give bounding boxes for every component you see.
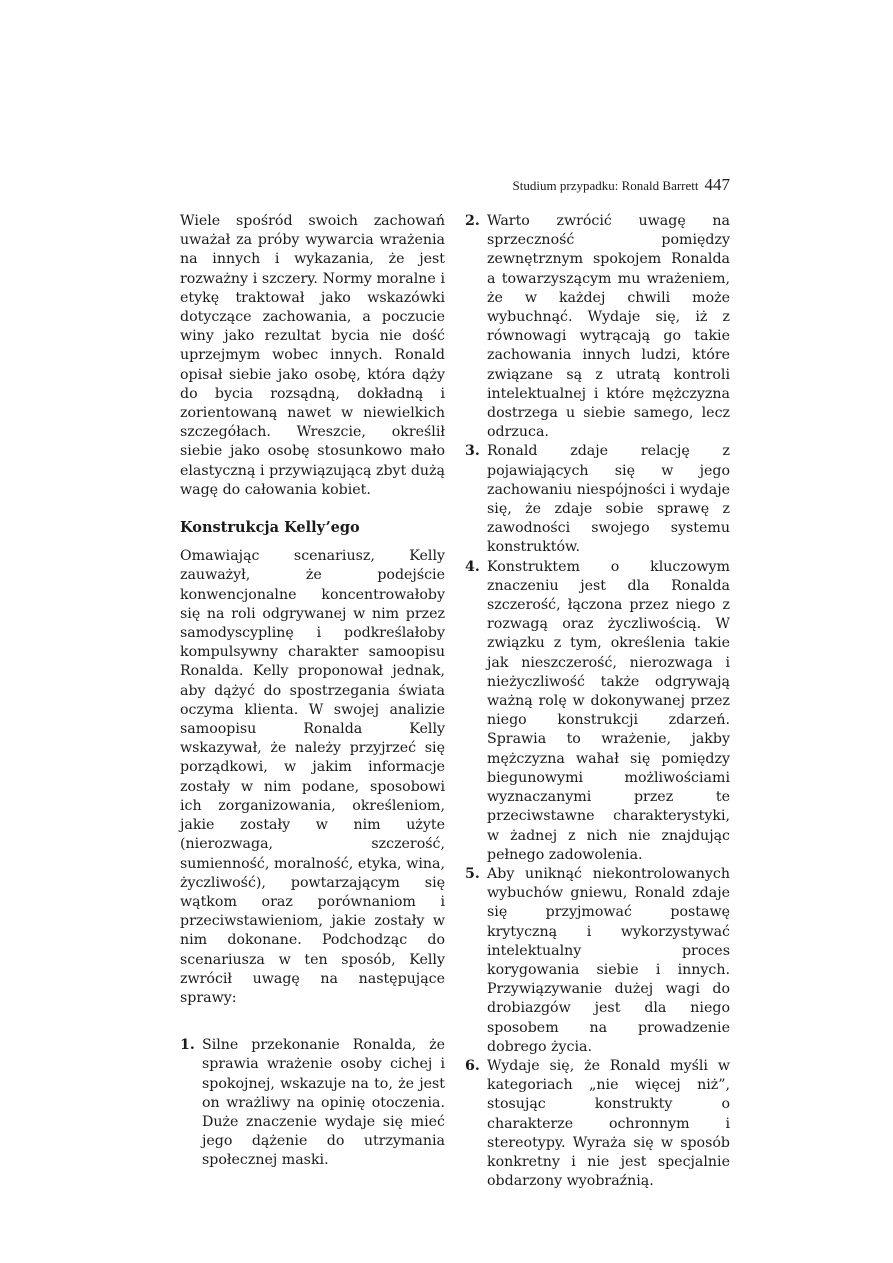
left-column (180, 212, 445, 1171)
list-item-number: 2. (465, 213, 480, 229)
list-item (465, 442, 730, 557)
list-item-number: 4. (465, 558, 480, 575)
running-title: Studium przypadku: Ronald Barrett (512, 178, 699, 193)
section-heading: Konstrukcja Kelly’ego (180, 519, 360, 537)
body-paragraph: Wiele spośród swoich zachowań uważał za próby wywarcia wrażenia na innych i wykazania, że jest rozważny i szczery. Normy moralne i etykę traktował jako wskazówki dotyczące zachowania, a poczucie winy jako rezultat bycia nie dość uprzejmym wobec innych. Ronald opisał siebie jako osobę, która dąży do bycia rozsądną, dokładną i zorientowaną nawet w niewielkich szczegółach. Wreszcie, określił siebie jako osobę stosunkowo mało elastyczną i przywiązującą zbyt dużą wagę do całowania kobiet. (180, 213, 445, 498)
list-item (465, 865, 730, 1057)
list-item-text: Silne przekonanie Ronalda, że sprawia wrażenie osoby cichej i spokojnej, wskazuje na to, że jest on wrażliwy na opinię otoczenia. Duże znaczenie wydaje się mieć jego dążenie do utrzymania społecznej maski. (202, 1037, 445, 1169)
list-item (465, 212, 730, 442)
list-item (465, 1057, 730, 1191)
numbered-list (465, 212, 730, 1191)
list-item-text: Wydaje się, że Ronald myśli w kategoriach „nie więcej niż”, stosując konstrukty o charakterze ochronnym i stereotypy. Wyraża się w sposób konkretny i nie jest specjalnie obdarzony wyobraźnią. (487, 1057, 730, 1190)
list-item-text: Konstruktem o kluczowym znaczeniu jest dla Ronalda szczerość, łączona przez niego z rozwagą oraz życzliwością. W związku z tym, określenia takie jak nieszczerość, nierozwaga i nieżyczliwość także odgrywają ważną rolę w dokonywanej przez niego konstrukcji zdarzeń. Sprawia to wrażenie, jakby mężczyzna wahał się pomiędzy biegunowymi możliwościami wyznaczanymi przez te przeciwstawne charakterystyki, w żadnej z nich nie znajdując pełnego zadowolenia. (487, 558, 730, 863)
list-item-text: Aby uniknąć niekontrolowanych wybuchów gniewu, Ronald zdaje się przyjmować postawę krytyczną i wykorzystywać intelektualny proces korygowania siebie i innych. Przywiązywanie dużej wagi do drobiazgów jest dla niego sposobem na prowadzenie dobrego życia. (487, 865, 730, 1055)
list-item (180, 1036, 445, 1170)
list-item-text: Ronald zdaje relację z pojawiających się w jego zachowaniu niespójności i wydaje się, że zdaje sobie sprawę z zawodności swojego systemu konstruktów. (487, 443, 730, 556)
page-header (440, 175, 730, 195)
numbered-list (180, 1036, 445, 1170)
list-item-number: 6. (465, 1057, 480, 1074)
page-number: 447 (704, 175, 730, 194)
body-paragraph: Omawiając scenariusz, Kelly zauważył, że podejście konwencjonalne koncentrowałoby się na roli odgrywanej w nim przez samodyscyplinę i podkreślałoby kompulsywny charakter samoopisu Ronalda. Kelly proponował jednak, aby dążyć do spostrzegania świata oczyma klienta. W swojej analizie samoopisu Ronalda Kelly wskazywał, że należy przyjrzeć się porządkowi, w jakim informacje zostały w nim podane, sposobowi ich zorganizowania, określeniom, jakie zostały w nim użyte (nierozwaga, szczerość, sumienność, moralność, etyka, wina, życzliwość), powtarzającym się wątkom oraz porównaniom i przeciwstawieniom, jakie zostały w nim dokonane. Podchodząc do scenariusza w ten sposób, Kelly zwrócił uwagę na następujące sprawy: (180, 548, 445, 1006)
list-item-text: Warto zwrócić uwagę na sprzeczność pomiędzy zewnętrznym spokojem Ronalda a towarzyszącym mu wrażeniem, że w każdej chwili może wybuchnąć. Wydaje się, iż z równowagi wytrącają go takie zachowania innych ludzi, które związane są z utratą kontroli intelektualnej i które mężczyzna dostrzega u siebie samego, lecz odrzuca. (487, 213, 730, 441)
list-item (465, 558, 730, 865)
right-column (465, 212, 730, 1191)
list-item-number: 5. (465, 865, 480, 882)
list-item-number: 3. (465, 443, 480, 460)
list-item-number: 1. (180, 1037, 195, 1054)
